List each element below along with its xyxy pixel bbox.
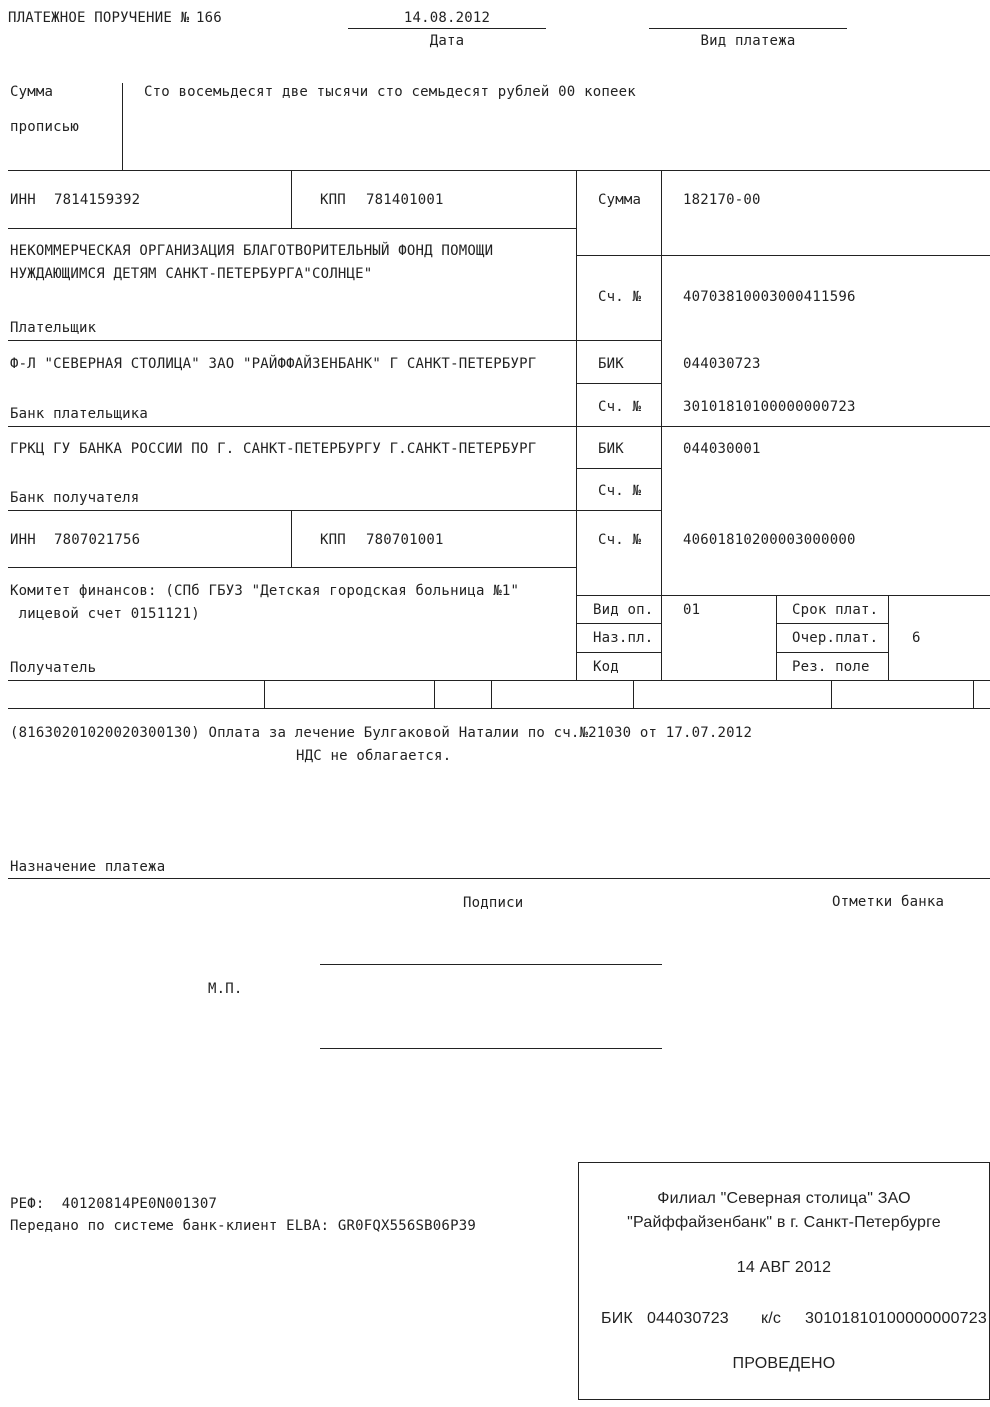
payee-inn: 7807021756	[54, 532, 141, 548]
grid-line	[661, 170, 662, 680]
document-title: ПЛАТЕЖНОЕ ПОРУЧЕНИЕ №	[8, 10, 190, 26]
grid-line	[776, 623, 888, 624]
payee-kpp-label: КПП	[320, 532, 346, 548]
grid-line	[8, 510, 662, 511]
grid-line	[434, 680, 435, 708]
grid-line	[973, 680, 974, 708]
payer-bank-name: Ф-Л "СЕВЕРНАЯ СТОЛИЦА" ЗАО "РАЙФФАЙЗЕНБАНК" Г САНКТ-ПЕТЕРБУРГ	[10, 356, 537, 372]
payee-bank-label: Банк получателя	[10, 490, 140, 506]
grid-line	[633, 680, 634, 708]
transfer-line: Передано по системе банк-клиент ELBA: GR0FQX556SB06P39	[10, 1218, 476, 1234]
payee-kpp: 780701001	[366, 532, 444, 548]
payee-name-line2: лицевой счет 0151121)	[10, 606, 200, 622]
amount-words-label-line2: прописью	[10, 119, 80, 135]
payer-name-line2: НУЖДАЮЩИМСЯ ДЕТЯМ САНКТ-ПЕТЕРБУРГА"СОЛНЦЕ"	[10, 266, 373, 282]
grid-line	[576, 468, 661, 469]
payer-sum: 182170-00	[683, 192, 761, 208]
stamp-place-label: М.П.	[208, 981, 243, 997]
bank-stamp-date: 14 АВГ 2012	[736, 1259, 832, 1276]
bank-stamp-status: ПРОВЕДЕНО	[732, 1355, 836, 1372]
grid-line	[776, 652, 888, 653]
payer-kpp-label: КПП	[320, 192, 346, 208]
payer-label: Плательщик	[10, 320, 97, 336]
grid-line	[888, 595, 889, 680]
bank-stamp-ks-label: к/с	[761, 1310, 782, 1327]
grid-line	[576, 383, 661, 384]
purpose-code-label: Наз.пл.	[593, 630, 654, 646]
amount-words-text: Сто восемьдесят две тысячи сто семьдесят рублей 00 копеек	[144, 84, 636, 100]
payment-type-label: Вид платежа	[700, 33, 796, 49]
payee-bank-bik: 044030001	[683, 441, 761, 457]
amount-words-label-line1: Сумма	[10, 84, 54, 100]
grid-line	[8, 228, 576, 229]
payer-name-line1: НЕКОММЕРЧЕСКАЯ ОРГАНИЗАЦИЯ БЛАГОТВОРИТЕЛЬНЫЙ ФОНД ПОМОЩИ	[10, 243, 494, 259]
grid-line	[576, 623, 661, 624]
grid-line	[264, 680, 265, 708]
op-type: 01	[683, 602, 701, 618]
grid-line	[831, 680, 832, 708]
payer-account-label: Сч. №	[598, 289, 642, 305]
purpose-label: Назначение платежа	[10, 859, 166, 875]
purpose-line1: (81630201020020300130) Оплата за лечение Булгаковой Наталии по сч.№21030 от 17.07.2012	[10, 725, 753, 741]
payer-inn-label: ИНН	[10, 192, 36, 208]
signature-line-1	[320, 964, 662, 965]
signatures-label: Подписи	[463, 895, 524, 911]
amount-words-divider	[122, 83, 123, 170]
grid-line	[576, 595, 990, 596]
payer-bank-bik: 044030723	[683, 356, 761, 372]
payee-account: 40601810200003000000	[683, 532, 856, 548]
grid-line	[576, 652, 661, 653]
grid-line	[291, 170, 292, 228]
purpose-line2: НДС не облагается.	[296, 748, 452, 764]
payer-sum-label: Сумма	[598, 192, 642, 208]
bank-stamp	[578, 1162, 990, 1400]
payment-type-underline	[649, 28, 847, 29]
grid-line	[8, 426, 990, 427]
grid-line	[776, 595, 777, 680]
document-number: 166	[196, 10, 222, 26]
payer-bank-account: 30101810100000000723	[683, 399, 856, 415]
date-underline	[348, 28, 546, 29]
grid-line	[8, 170, 990, 171]
signature-line-2	[320, 1048, 662, 1049]
payment-priority: 6	[912, 630, 921, 646]
payee-bank-bik-label: БИК	[598, 441, 624, 457]
reference-line: РЕФ: 40120814PE0N001307	[10, 1196, 218, 1212]
bank-stamp-line2: "Райффайзенбанк" в г. Санкт-Петербурге	[627, 1214, 941, 1231]
bank-stamp-bik-label: БИК	[601, 1310, 633, 1327]
payment-term-label: Срок плат.	[792, 602, 879, 618]
bank-stamp-line1: Филиал "Северная столица" ЗАО	[657, 1190, 911, 1207]
payee-bank-account-label: Сч. №	[598, 483, 642, 499]
grid-line	[8, 567, 576, 568]
grid-line	[576, 170, 577, 680]
reserve-field-label: Рез. поле	[792, 659, 870, 675]
bank-marks-label: Отметки банка	[832, 894, 945, 910]
bank-stamp-ks: 30101810100000000723	[805, 1310, 987, 1327]
purpose-bottom-line	[8, 878, 990, 879]
payer-inn: 7814159392	[54, 192, 141, 208]
payee-label: Получатель	[10, 660, 97, 676]
grid-line	[8, 340, 662, 341]
document-date: 14.08.2012	[403, 10, 491, 26]
op-type-label: Вид оп.	[593, 602, 654, 618]
payment-priority-label: Очер.плат.	[792, 630, 879, 646]
payer-bank-label: Банк плательщика	[10, 406, 149, 422]
grid-line	[291, 510, 292, 567]
code-label: Код	[593, 659, 619, 675]
date-label: Дата	[429, 33, 465, 49]
bank-stamp-bik: 044030723	[647, 1310, 729, 1327]
grid-line	[576, 255, 990, 256]
payer-kpp: 781401001	[366, 192, 444, 208]
payee-inn-label: ИНН	[10, 532, 36, 548]
payee-bank-name: ГРКЦ ГУ БАНКА РОССИИ ПО Г. САНКТ-ПЕТЕРБУРГУ Г.САНКТ-ПЕТЕРБУРГ	[10, 441, 537, 457]
payer-bank-bik-label: БИК	[598, 356, 624, 372]
payer-bank-account-label: Сч. №	[598, 399, 642, 415]
grid-line	[491, 680, 492, 708]
payer-account: 40703810003000411596	[683, 289, 856, 305]
grid-line	[8, 708, 990, 709]
payee-account-label: Сч. №	[598, 532, 642, 548]
grid-line	[8, 680, 990, 681]
payee-name-line1: Комитет финансов: (СПб ГБУЗ "Детская городская больница №1"	[10, 583, 520, 599]
